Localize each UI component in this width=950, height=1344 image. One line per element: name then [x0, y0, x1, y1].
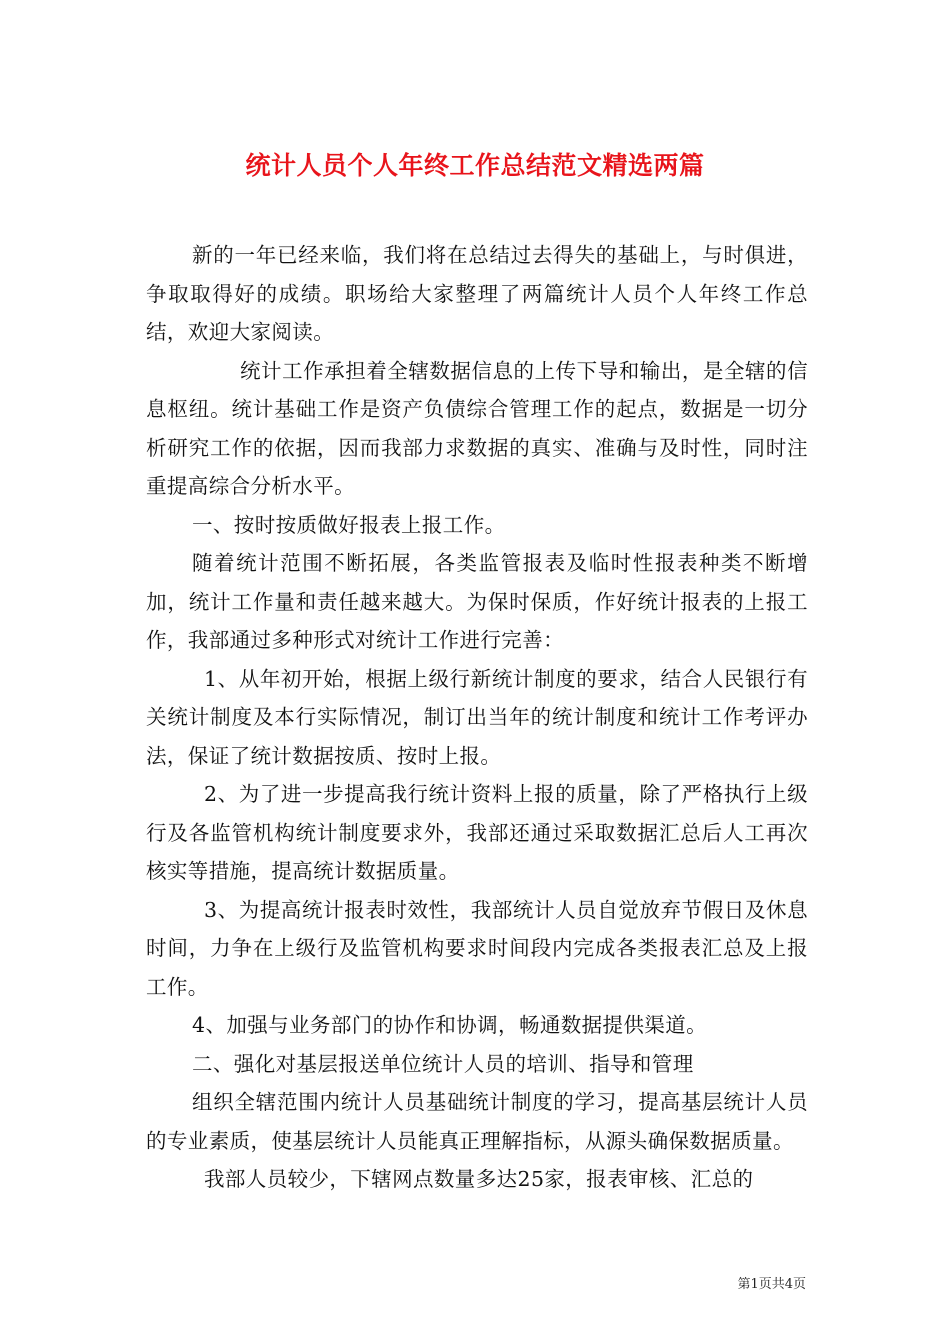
paragraph-intro: 新的一年已经来临，我们将在总结过去得失的基础上，与时俱进，争取取得好的成绩。职场给大家整理了两篇统计人员个人年终工作总结，欢迎大家阅读。 [146, 243, 808, 344]
paragraph-overview: 统计工作承担着全辖数据信息的上传下导和输出，是全辖的信息枢纽。统计基础工作是资产负债综合管理工作的起点，数据是一切分析研究工作的依据，因而我部力求数据的真实、准确与及时性，同时注重提高综合分析水平。 [146, 358, 808, 498]
page-indicator: 第1页共4页 [737, 1277, 806, 1292]
list-item-1: 1、从年初开始，根据上级行新统计制度的要求，结合人民银行有关统计制度及本行实际情况，制订出当年的统计制度和统计工作考评办法，保证了统计数据按质、按时上报。 [146, 666, 808, 768]
paragraph-section-1: 随着统计范围不断拓展，各类监管报表及临时性报表种类不断增加，统计工作量和责任越来越大。为保时保质，作好统计报表的上报工作，我部通过多种形式对统计工作进行完善： [146, 551, 808, 652]
document-body [146, 236, 808, 1199]
list-item-2: 2、为了进一步提高我行统计资料上报的质量，除了严格执行上级行及各监管机构统计制度要求外，我部还通过采取数据汇总后人工再次核实等措施，提高统计数据质量。 [146, 782, 808, 883]
paragraph-continued: 我部人员较少，下辖网点数量多达25家，报表审核、汇总的 [204, 1167, 754, 1191]
list-item-3: 3、为提高统计报表时效性，我部统计人员自觉放弃节假日及休息时间，力争在上级行及监管机构要求时间段内完成各类报表汇总及上报工作。 [146, 897, 808, 999]
section-heading-2: 二、强化对基层报送单位统计人员的培训、指导和管理 [192, 1051, 694, 1076]
paragraph-section-2: 组织全辖范围内统计人员基础统计制度的学习，提高基层统计人员的专业素质，使基层统计人员能真正理解指标，从源头确保数据质量。 [146, 1090, 808, 1153]
section-heading-1: 一、按时按质做好报表上报工作。 [192, 512, 506, 537]
list-item-4: 4、加强与业务部门的协作和协调，畅通数据提供渠道。 [192, 1013, 708, 1037]
document-title: 统计人员个人年终工作总结范文精选两篇 [245, 150, 705, 180]
